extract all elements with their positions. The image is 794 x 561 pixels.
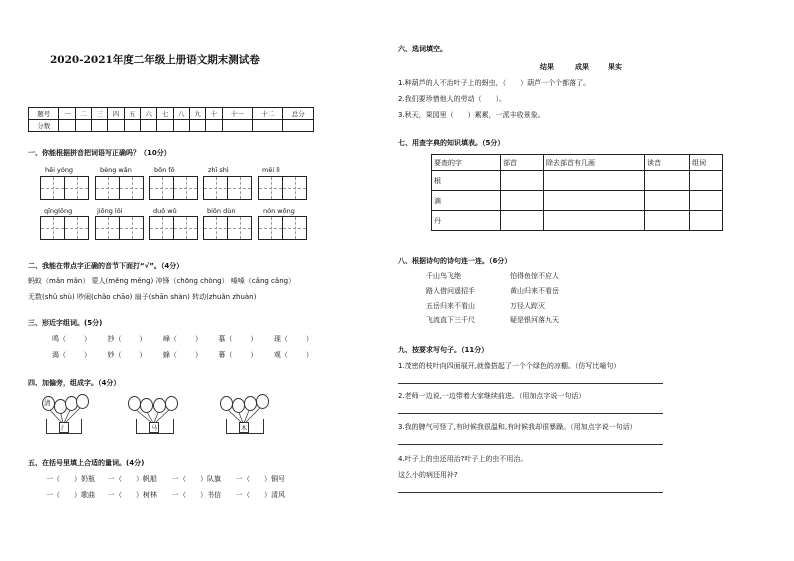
pinyin-label: bōn fō — [154, 166, 175, 174]
balloon-icon[interactable] — [165, 396, 178, 411]
q3-item: 观（ — [273, 351, 288, 359]
pinyin-label: duō wǔ — [153, 207, 177, 215]
dict-header: 组词 — [690, 155, 723, 171]
q3-item: ） — [194, 351, 202, 359]
dict-header: 部首 — [501, 155, 544, 171]
dictionary-table — [431, 154, 723, 231]
score-input[interactable] — [222, 120, 252, 132]
writing-cell[interactable] — [227, 216, 252, 240]
dict-header: 读音 — [645, 155, 690, 171]
score-cell: 题号 — [29, 108, 59, 120]
poem-left[interactable]: 五岳归来不看山 — [426, 302, 475, 310]
writing-cell[interactable] — [203, 176, 228, 200]
q3-item: ） — [250, 335, 258, 343]
q9-item: 1.茂密的枝叶向四面展开,就像搭起了一个个绿色的凉棚。（仿写比喻句） — [398, 362, 621, 370]
q6-heading: 六、选词填空。 — [398, 45, 447, 53]
dict-row — [432, 171, 723, 191]
writing-cell[interactable] — [40, 176, 65, 200]
writing-cell[interactable] — [149, 176, 174, 200]
pinyin-label: jiōng lōi — [97, 207, 123, 215]
page-title: 2020-2021年度二年级上册语文期末测试卷 — [50, 54, 260, 66]
q3-item: ） — [194, 335, 202, 343]
balloon-icon[interactable] — [76, 394, 89, 409]
q3-item: ） — [250, 351, 258, 359]
q2-line: 蚂蚁（mǎn mǎn） 蒙人(měng měng) 冲锋（chōng chòng） 嗓嗓（cǎng cǎng） — [28, 277, 296, 285]
dict-header: 要查的字 — [432, 155, 501, 171]
score-cell: 九 — [189, 108, 205, 120]
q3-item: ） — [305, 335, 313, 343]
dict-row — [432, 211, 723, 231]
q2-line: 无数(shǔ shù) 吵闹(chǎo chāo) 扇子(shān shàn) 转动(zhuǎn zhuàn) — [28, 293, 257, 301]
writing-cell[interactable] — [173, 176, 198, 200]
score-cell: 总分 — [283, 108, 314, 120]
dict-char: 丹 — [432, 211, 501, 231]
dict-header: 除去部首有几画 — [544, 155, 645, 171]
q3-item: 峰（ — [162, 335, 177, 343]
score-input[interactable] — [124, 120, 140, 132]
score-input[interactable] — [92, 120, 108, 132]
q6-choice: 果实 — [608, 63, 622, 71]
dict-input[interactable] — [501, 191, 544, 211]
dict-input[interactable] — [690, 171, 723, 191]
q9-item: 3.我的脾气可怪了,有时候我很温和,有时候我却很暴躁。（用加点字说一句话） — [398, 423, 637, 431]
writing-cell[interactable] — [119, 176, 144, 200]
dict-input[interactable] — [690, 191, 723, 211]
q3-row — [52, 350, 313, 360]
score-cell: 十一 — [222, 108, 252, 120]
poem-left[interactable]: 千山鸟飞绝 — [426, 272, 461, 280]
q5-item: 一（ ）帆船 — [108, 475, 157, 483]
writing-cell[interactable] — [95, 176, 120, 200]
dict-input[interactable] — [645, 191, 690, 211]
balloon-icon[interactable] — [244, 396, 257, 411]
dict-char: 滴 — [432, 191, 501, 211]
balloon-icon[interactable]: 清 — [42, 396, 55, 411]
poem-right[interactable]: 万径人踪灭 — [510, 302, 545, 310]
score-input[interactable] — [108, 120, 124, 132]
balloon-group — [218, 395, 278, 440]
balloon-icon[interactable] — [128, 396, 141, 411]
dict-input[interactable] — [544, 171, 645, 191]
q6-choice: 成果 — [575, 63, 589, 71]
dict-header-row — [432, 155, 723, 171]
pinyin-label: bèng wǎn — [100, 166, 132, 174]
pinyin-label: měi lì — [262, 166, 280, 174]
poem-left[interactable]: 飞流直下三千尺 — [426, 316, 475, 324]
score-input[interactable] — [283, 120, 314, 132]
balloon-icon[interactable] — [153, 398, 166, 413]
score-cell: 二 — [75, 108, 91, 120]
q3-item: 现（ — [273, 335, 288, 343]
score-cell: 八 — [173, 108, 189, 120]
q5-item: 一（ ）歌曲 — [46, 491, 95, 499]
writing-cell[interactable] — [40, 216, 65, 240]
score-input[interactable] — [59, 120, 75, 132]
score-input[interactable] — [173, 120, 189, 132]
q1-heading: 一、你能根据拼音把词语写正确吗？（10分） — [28, 149, 171, 157]
poem-left[interactable]: 路人借问遥招手 — [426, 287, 475, 295]
dict-input[interactable] — [544, 191, 645, 211]
answer-line[interactable] — [398, 383, 663, 384]
q5-item: 一（ ）清风 — [236, 491, 285, 499]
score-table — [28, 107, 314, 132]
radical-label: 木 — [239, 422, 249, 433]
q5-item: 一（ ）奶瓶 — [46, 475, 95, 483]
score-cell: 六 — [141, 108, 157, 120]
dict-input[interactable] — [645, 171, 690, 191]
balloon-group — [126, 395, 186, 440]
dict-input[interactable] — [690, 211, 723, 231]
q3-row — [52, 334, 313, 344]
q3-item: ） — [84, 351, 91, 359]
balloon-icon[interactable] — [232, 398, 245, 413]
score-input[interactable] — [253, 120, 283, 132]
balloon-group — [40, 395, 100, 440]
poem-right[interactable]: 疑是银河落九天 — [510, 316, 559, 324]
pinyin-label: qīnglōng — [44, 207, 73, 215]
q5-heading: 五、在括号里填上合适的量词。(4分) — [28, 459, 145, 467]
score-cell: 三 — [92, 108, 108, 120]
writing-cell[interactable] — [282, 216, 307, 240]
dict-input[interactable] — [544, 211, 645, 231]
writing-cell[interactable] — [149, 216, 174, 240]
q3-item: ） — [139, 351, 147, 359]
q9-heading: 九、按要求写句子。（11分） — [398, 346, 489, 354]
q4-heading: 四、加偏旁，组成字。（4分） — [28, 379, 121, 387]
score-cell: 七 — [157, 108, 173, 120]
radical-label: 氵 — [59, 422, 69, 433]
score-value-row — [29, 120, 314, 132]
q5-item: 一（ ）队旗 — [172, 475, 221, 483]
dict-input[interactable] — [645, 211, 690, 231]
score-cell: 十二 — [253, 108, 283, 120]
q6-item: 2.我们要珍惜他人的劳动（ ）。 — [398, 95, 507, 103]
q6-choice: 结果 — [540, 63, 554, 71]
balloon-icon[interactable] — [220, 396, 233, 411]
q6-item: 3.秋天，果园里（ ）累累，一派丰收景象。 — [398, 111, 545, 119]
radical-label: 马 — [149, 422, 159, 433]
writing-cell[interactable] — [173, 216, 198, 240]
writing-cell[interactable] — [95, 216, 120, 240]
score-input[interactable] — [157, 120, 173, 132]
q2-heading: 二、我能在带点字正确的音节下面打“√”。（4分） — [28, 262, 184, 270]
writing-cell[interactable] — [282, 176, 307, 200]
q3-item: 妙（ — [107, 351, 122, 359]
dict-input[interactable] — [501, 171, 544, 191]
q3-item: ） — [139, 335, 147, 343]
q5-item: 一（ ）书信 — [172, 491, 221, 499]
pinyin-label: biōn dùn — [207, 207, 236, 215]
answer-line[interactable] — [398, 444, 663, 445]
score-cell: 五 — [124, 108, 140, 120]
q3-item: 抄（ — [107, 335, 122, 343]
score-cell: 分数 — [29, 120, 59, 132]
writing-cell[interactable] — [258, 216, 283, 240]
score-cell: 十 — [206, 108, 222, 120]
q3-heading: 三、形近字组词。(5分) — [28, 319, 103, 327]
q7-heading: 七、用查字典的知识填表。（5分） — [398, 139, 505, 147]
writing-cell[interactable] — [64, 176, 89, 200]
q6-item: 1.种葫芦的人不治叶子上的蚜虫，（ ）葫芦一个个都落了。 — [398, 79, 591, 87]
dict-char: 根 — [432, 171, 501, 191]
score-cell: 一 — [59, 108, 75, 120]
balloon-icon[interactable] — [140, 398, 153, 413]
q3-item: ） — [84, 335, 91, 343]
writing-cell[interactable] — [203, 216, 228, 240]
pinyin-label: zhī shì — [208, 166, 229, 174]
writing-cell[interactable] — [258, 176, 283, 200]
writing-cell[interactable] — [119, 216, 144, 240]
q5-item: 一（ ）铜号 — [236, 475, 285, 483]
answer-line[interactable] — [398, 492, 663, 493]
q3-item: 慕（ — [218, 335, 233, 343]
writing-cell[interactable] — [64, 216, 89, 240]
pinyin-label: nón wōng — [263, 207, 295, 215]
q9-item: 4.叶子上的虫还用治?叶子上的虫不用治。 — [398, 455, 528, 463]
dict-row — [432, 191, 723, 211]
answer-line[interactable] — [398, 413, 663, 414]
poem-right[interactable]: 怕得鱼惊不应人 — [510, 272, 559, 280]
pinyin-label: hēi yóng — [45, 166, 74, 174]
q9-item: 这么小的病还用补? — [398, 471, 458, 479]
writing-cell[interactable] — [227, 176, 252, 200]
q5-item: 一（ ）树林 — [108, 491, 157, 499]
score-input[interactable] — [206, 120, 222, 132]
q3-item: 鸣（ — [52, 335, 66, 343]
q8-heading: 八、根据诗句的诗句连一连。（6分） — [398, 257, 512, 265]
q3-item: ） — [305, 351, 313, 359]
q3-item: 渴（ — [52, 351, 66, 359]
poem-right[interactable]: 黄山归来不看岳 — [510, 287, 559, 295]
q3-item: 蜂（ — [162, 351, 177, 359]
score-input[interactable] — [141, 120, 157, 132]
dict-input[interactable] — [501, 211, 544, 231]
q3-item: 幕（ — [218, 351, 233, 359]
score-input[interactable] — [75, 120, 91, 132]
score-header-row — [29, 108, 314, 120]
score-input[interactable] — [189, 120, 205, 132]
balloon-icon[interactable] — [256, 394, 269, 409]
score-cell: 四 — [108, 108, 124, 120]
q9-item: 2.老师一边说,一边带着大家继续前进。（用加点字说一句话） — [398, 392, 586, 400]
